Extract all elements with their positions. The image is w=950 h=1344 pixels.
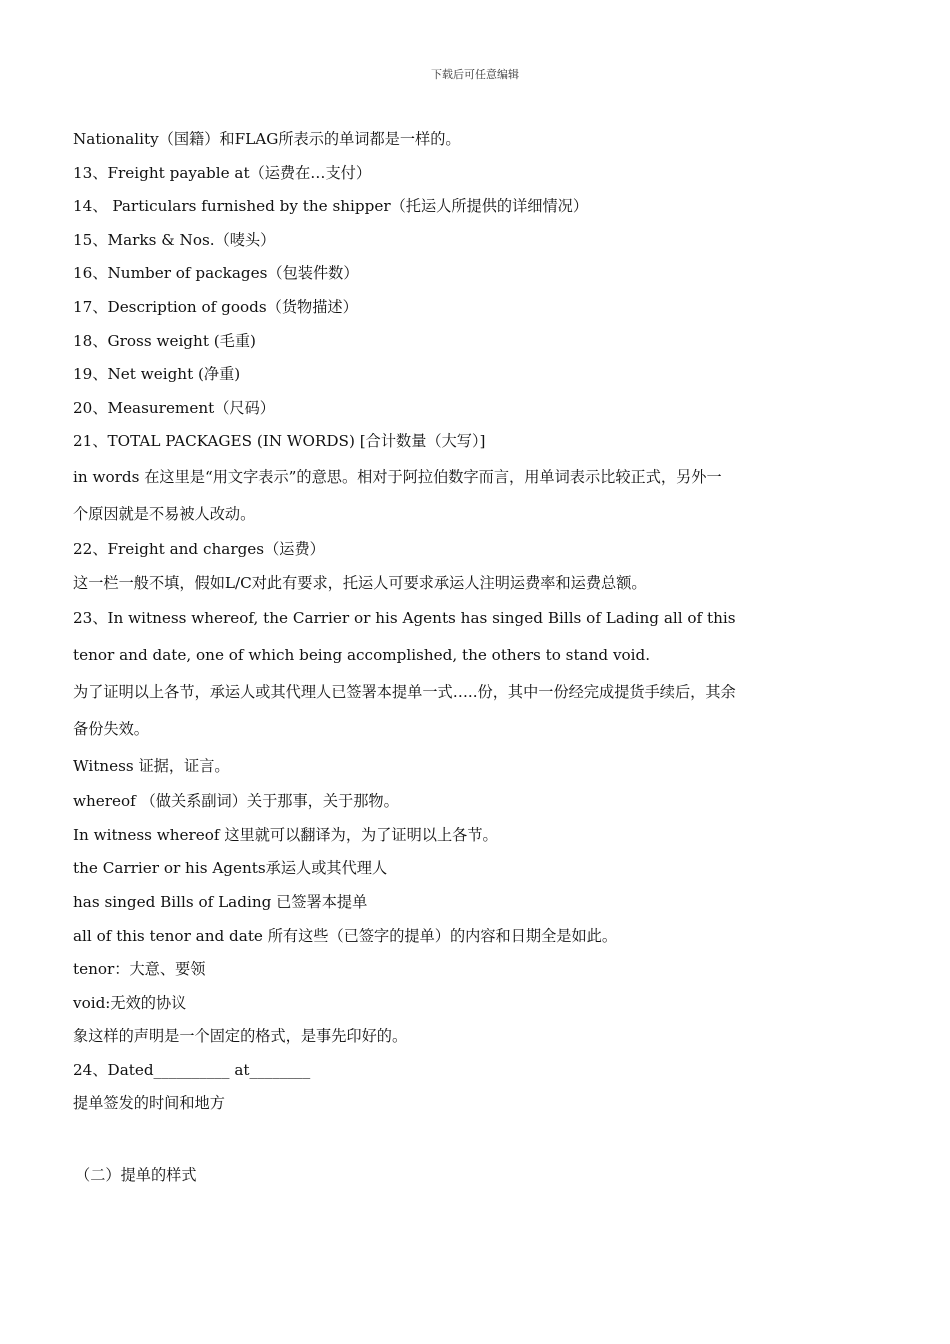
spacer (73, 1121, 863, 1159)
document-body (73, 123, 863, 1193)
text-line: 13、Freight payable at（运费在…支付） (73, 163, 372, 182)
text-line: 20、Measurement（尺码） (73, 398, 275, 417)
text-line: 14、 Particulars furnished by the shipper（托运人所提供的详细情况） (73, 197, 589, 216)
text-line: the Carrier or his Agents承运人或其代理人 (73, 859, 388, 878)
text-line: tenor and date, one of which being accomplished, the others to stand void. (73, 646, 651, 665)
text-line: in words 在这里是“用文字表示”的意思。相对于阿拉伯数字而言，用单词表示比较正式，另外一 (73, 467, 722, 486)
text-line: 这一栏一般不填，假如L/C对此有要求，托运人可要求承运人注明运费率和运费总额。 (73, 573, 647, 592)
text-line: all of this tenor and date 所有这些（已签字的提单）的内容和日期全是如此。 (73, 926, 618, 945)
page-header: 下载后可任意编辑 (431, 68, 519, 81)
text-line: In witness whereof 这里就可以翻译为，为了证明以上各节。 (73, 825, 498, 844)
section-heading: （二）提单的样式 (75, 1166, 197, 1185)
text-line: 17、Description of goods（货物描述） (73, 297, 358, 316)
text-line: Nationality（国籍）和FLAG所表示的单词都是一样的。 (73, 130, 461, 148)
text-line: has singed Bills of Lading 已签署本提单 (73, 892, 368, 911)
text-line: 22、Freight and charges（运费） (73, 539, 325, 558)
text-line: 15、Marks & Nos.（唛头） (73, 230, 276, 249)
text-line: 16、Number of packages（包装件数） (73, 264, 359, 283)
text-line: 21、TOTAL PACKAGES (IN WORDS) [合计数量（大写）] (73, 432, 486, 451)
text-line: 18、Gross weight (毛重) (73, 331, 256, 350)
text-line: 备份失效。 (73, 720, 149, 739)
text-line: 个原因就是不易被人改动。 (73, 504, 256, 523)
text-line: 提单签发的时间和地方 (73, 1094, 225, 1113)
text-line: Witness 证据，证言。 (73, 757, 230, 776)
text-line: 19、Net weight (净重) (73, 365, 241, 384)
text-line: 24、Dated__________ at________ (73, 1060, 311, 1079)
text-line: 为了证明以上各节，承运人或其代理人已签署本提单一式…..份，其中一份经完成提货手续后，其余 (73, 683, 736, 702)
text-line: whereof （做关系副词）关于那事，关于那物。 (73, 792, 399, 811)
text-line: 23、In witness whereof, the Carrier or his Agents has singed Bills of Lading all of this (73, 609, 736, 628)
text-line: 象这样的声明是一个固定的格式，是事先印好的。 (73, 1027, 408, 1046)
text-line: void:无效的协议 (73, 993, 187, 1012)
text-line: tenor：大意、要领 (73, 960, 206, 979)
